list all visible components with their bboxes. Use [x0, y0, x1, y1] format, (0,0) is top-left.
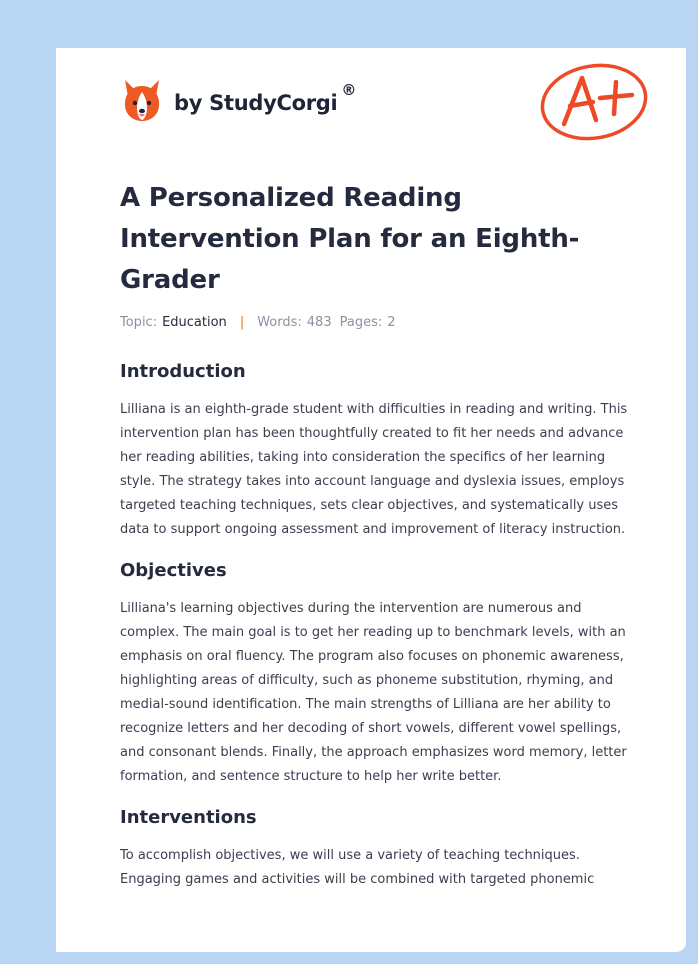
section-paragraph: Lilliana is an eighth-grade student with difficulties in reading and writing. This intervention plan has been thoughtfully created to fit her needs and advance her reading abilities, taking into consideration the specifics of her learning style. The strategy takes into account language and dyslexia issues, employs targeted teaching techniques, sets clear objectives, and systematically uses data to support ongoing assessment and improvement of literacy instruction. — [120, 402, 628, 537]
registered-mark: ® — [341, 81, 357, 99]
section-introduction — [120, 360, 632, 542]
section-paragraph: To accomplish objectives, we will use a variety of teaching techniques. Engaging games and activities will be combined with targeted phonemic — [120, 848, 595, 887]
document-title: A Personalized Reading Intervention Plan for an Eighth-Grader — [120, 183, 580, 295]
a-plus-grade-icon — [538, 58, 650, 142]
section-heading: Introduction — [120, 361, 246, 382]
document-content — [120, 178, 632, 892]
document-meta — [120, 315, 632, 330]
section-paragraph: Lilliana's learning objectives during the intervention are numerous and complex. The main goal is to get her reading up to benchmark levels, with an emphasis on oral fluency. The program also focuses on phonemic awareness, highlighting areas of difficulty, such as phoneme substitution, rhyming, and medial-sound identification. The main strengths of Lilliana are her ability to recognize letters and her decoding of short vowels, different vowel spellings, and consonant blends. Finally, the approach emphasizes word memory, letter formation, and sentence structure to help her write better. — [120, 601, 627, 784]
pages-count: 2 — [387, 315, 396, 330]
section-heading: Interventions — [120, 807, 257, 828]
words-label: Words: — [257, 315, 302, 330]
brand-name: by StudyCorgi — [174, 91, 338, 115]
topic-link[interactable]: Education — [162, 315, 227, 330]
words-count: 483 — [306, 315, 332, 330]
section-interventions — [120, 806, 632, 892]
section-objectives — [120, 559, 632, 789]
meta-separator: | — [239, 315, 245, 330]
document-page — [56, 48, 686, 952]
brand-logo[interactable] — [122, 78, 356, 122]
topic-label: Topic: — [120, 315, 158, 330]
pages-label: Pages: — [339, 315, 383, 330]
section-heading: Objectives — [120, 560, 227, 581]
corgi-logo-icon — [122, 78, 162, 122]
